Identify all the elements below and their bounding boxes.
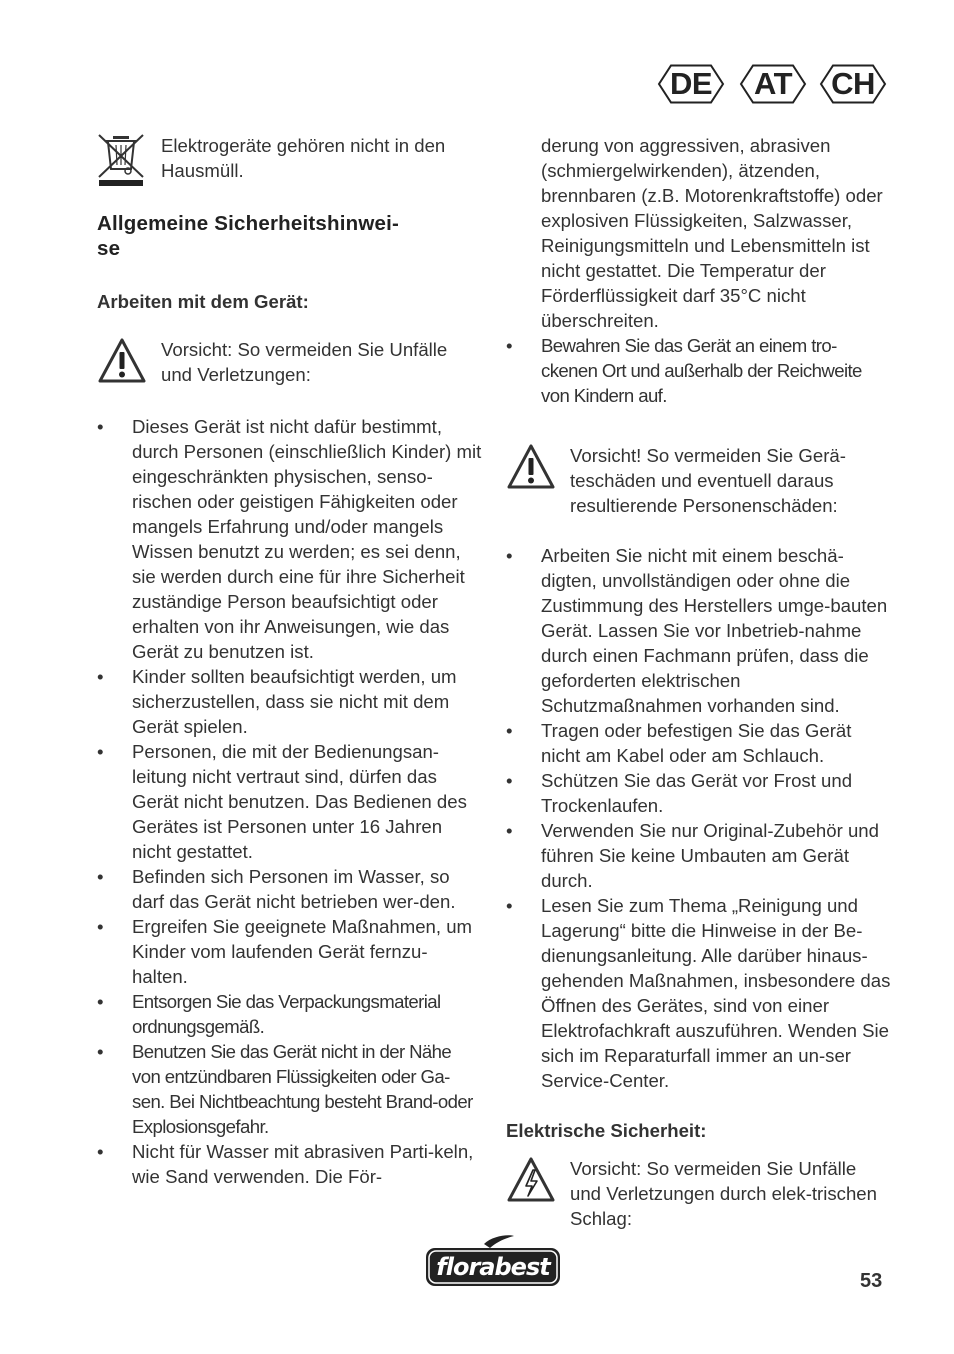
bullet-dot: • [97, 666, 104, 687]
list-item-text: Benutzen Sie das Gerät nicht in der Nähe von entzündbaren Flüssigkeiten oder Ga-sen. Bei Nichtbeachtung besteht Brand-oder Explosionsgefahr. [132, 1041, 473, 1137]
list-item-text: Kinder sollten beaufsichtigt werden, um sicherzustellen, dass sie nicht mit dem Gerät spielen. [132, 666, 457, 737]
bullet-dot: • [506, 720, 513, 741]
right-bullet-list [506, 543, 892, 1093]
list-item-text: Verwenden Sie nur Original-Zubehör und führen Sie keine Umbauten am Gerät durch. [541, 820, 879, 891]
badge-at [739, 64, 807, 104]
list-item-text: Personen, die mit der Bedienungsan-leitung nicht vertraut sind, dürfen das Gerät nicht benutzen. Das Bedienen des Gerätes ist Personen unter 16 Jahren nicht gestattet. [132, 741, 467, 862]
subhead-electric: Elektrische Sicherheit: [506, 1120, 707, 1141]
list-item [97, 914, 482, 989]
list-item-text: Ergreifen Sie geeignete Maßnahmen, um Kinder vom laufenden Gerät fernzu-halten. [132, 916, 473, 987]
list-item-text: Entsorgen Sie das Verpackungsmaterial ordnungsgemäß. [132, 991, 441, 1037]
bullet-dot: • [97, 991, 104, 1012]
list-item [97, 989, 482, 1039]
warning-general-text: Vorsicht: So vermeiden Sie Unfälle und Verletzungen: [161, 339, 448, 385]
list-item-text: Arbeiten Sie nicht mit einem beschä-digten, unvollständigen oder ohne die Zustimmung des Herstellers umge-bauten Gerät. Lassen Sie vor Inbetrieb-nahme durch einen Fachmann prüfen, dass die geforderten elektrischen Schutzmaßnahmen vorhanden sind. [541, 545, 888, 716]
list-item-text: Tragen oder befestigen Sie das Gerät nicht am Kabel oder am Schlauch. [541, 720, 852, 766]
list-item [97, 664, 482, 739]
list-item [506, 543, 892, 718]
list-item [506, 333, 892, 408]
list-item [97, 1139, 482, 1189]
warning-triangle-icon [97, 337, 161, 389]
list-item [97, 739, 482, 864]
bullet-dot: • [506, 770, 513, 791]
continuation-text: derung von aggressiven, abrasiven (schmiergelwirkenden), ätzenden, brennbaren (z.B. Motorenkraftstoffe) oder explosiven Flüssigkeiten, Salzwasser, Reinigungsmitteln und Lebensmitteln ist nicht gestattet. Die Temperatur der Förderflüssigkeit darf 35°C nicht überschreiten. [541, 135, 883, 331]
list-item [506, 718, 892, 768]
crossed-bin-icon [97, 133, 161, 189]
badge-ch-label: CH [831, 66, 875, 101]
warning-device-text: Vorsicht! So vermeiden Sie Gerä-teschäden und eventuell daraus resultierende Personenschäden: [570, 445, 846, 516]
bullet-dot: • [506, 895, 513, 916]
badge-ch [819, 64, 887, 104]
subhead-work: Arbeiten mit dem Gerät: [97, 291, 309, 312]
left-bullet-list [97, 414, 482, 1189]
bullet-dot: • [506, 545, 513, 566]
badge-de-label: DE [669, 66, 713, 101]
bullet-dot: • [97, 416, 104, 437]
warning-electric [506, 1156, 892, 1231]
list-item-text: Dieses Gerät ist nicht dafür bestimmt, durch Personen (einschließlich Kinder) mit eingeschränkten physischen, senso-rischen oder geistigen Fähigkeiten oder mangels Erfahrung und/oder mangels Wissen benutzt zu werden; es sei denn, sie werden durch eine für ihre Sicherheit zuständige Person beaufsichtigt oder erhalten von ihr Anweisungen, wie das Gerät zu benutzen ist. [132, 416, 482, 662]
warning-triangle-icon [506, 443, 570, 495]
warning-electric-text: Vorsicht: So vermeiden Sie Unfälle und Verletzungen durch elek-trischen Schlag: [570, 1158, 877, 1229]
bullet-dot: • [97, 1041, 104, 1062]
bullet-dot: • [506, 820, 513, 841]
country-badges [657, 64, 889, 106]
logo-text: florabest [436, 1253, 550, 1281]
page-number: 53 [860, 1270, 883, 1292]
list-item [506, 893, 892, 1093]
badge-at-label: AT [753, 66, 793, 101]
list-item [97, 414, 482, 664]
left-column [97, 133, 482, 1189]
bullet-dot: • [97, 916, 104, 937]
bullet-dot: • [97, 866, 104, 887]
list-item-text: Befinden sich Personen im Wasser, so darf das Gerät nicht betrieben wer-den. [132, 866, 456, 912]
list-item [97, 1039, 482, 1139]
florabest-logo [424, 1234, 562, 1290]
bullet-dot: • [506, 335, 513, 356]
list-item-text: Nicht für Wasser mit abrasiven Parti-keln, wie Sand verwenden. Die För- [132, 1141, 474, 1187]
badge-de [657, 64, 725, 104]
bullet-dot: • [97, 1141, 104, 1162]
list-item-text: Bewahren Sie das Gerät an einem tro-ckenen Ort und außerhalb der Reichweite von Kindern auf. [541, 335, 862, 406]
warning-general [97, 337, 482, 389]
weee-notice [97, 133, 482, 189]
list-item [97, 864, 482, 914]
right-column [506, 133, 892, 1231]
electric-shock-warning-icon [506, 1156, 570, 1208]
right-bullet-list-top [506, 333, 892, 408]
weee-text: Elektrogeräte gehören nicht in den Hausmüll. [161, 135, 446, 181]
list-item [506, 818, 892, 893]
list-item [506, 768, 892, 818]
warning-device [506, 443, 892, 518]
section-title: Allgemeine Sicherheitshinwei- se [97, 212, 399, 260]
list-item-text: Lesen Sie zum Thema „Reinigung und Lagerung“ bitte die Hinweise in der Be-dienungsanleitung. Alle darüber hinaus-gehenden Maßnahmen, insbesondere das Öffnen des Gerätes, sind von einer Elektrofachkraft auszuführen. Wenden Sie sich im Reparaturfall immer an un-ser Service-Center. [541, 895, 891, 1091]
bullet-dot: • [97, 741, 104, 762]
list-item-text: Schützen Sie das Gerät vor Frost und Trockenlaufen. [541, 770, 853, 816]
